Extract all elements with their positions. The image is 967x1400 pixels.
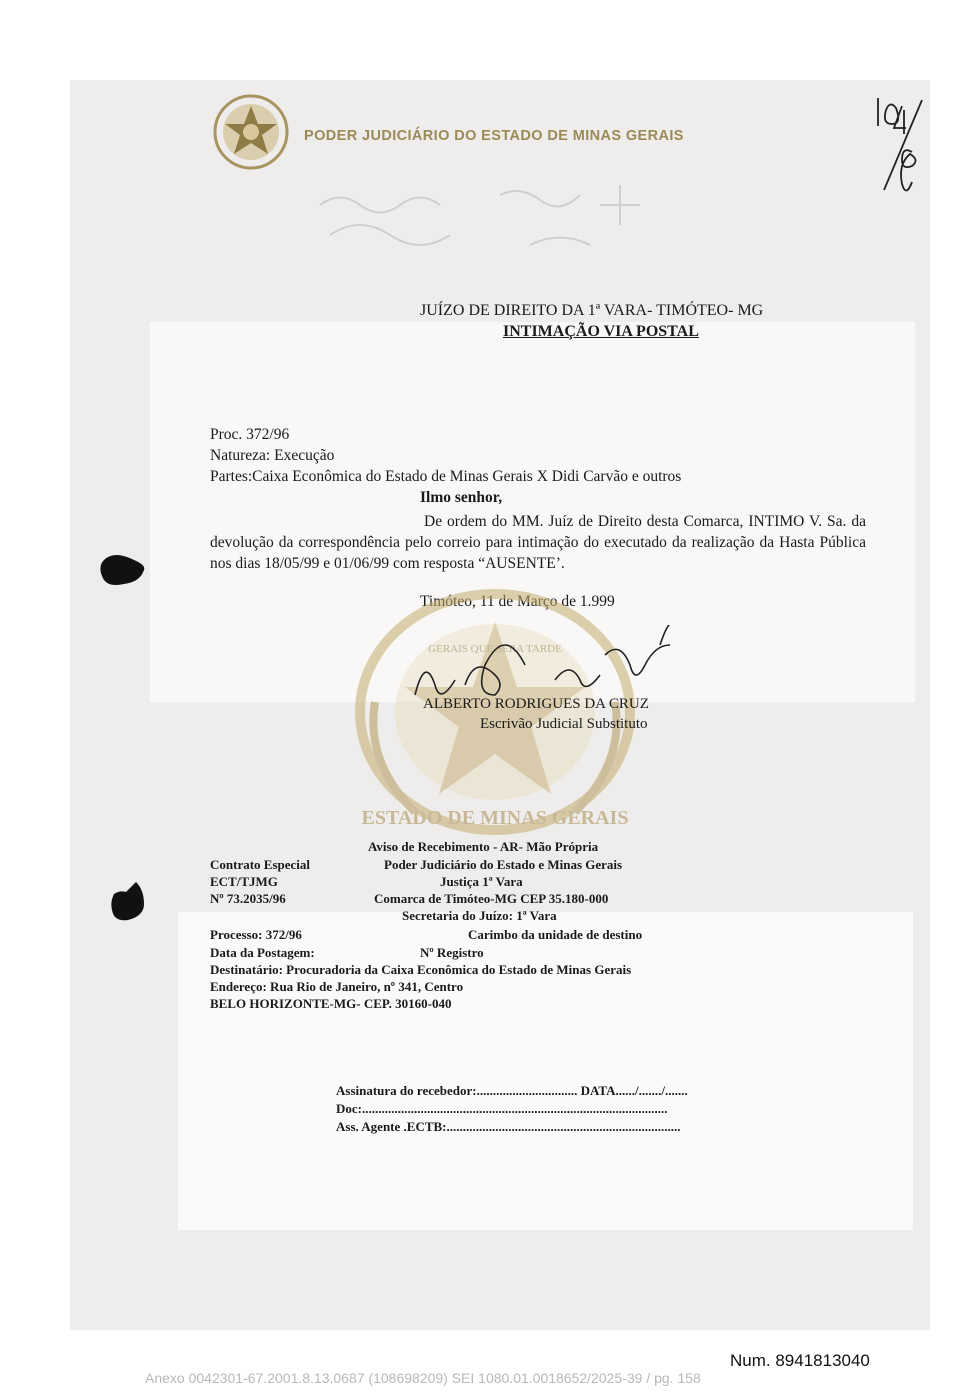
seal-ring-bottom: ESTADO DE MINAS GERAIS — [361, 807, 629, 829]
ar-stamp-label: Carimbo da unidade de destino — [468, 927, 643, 942]
ar-ect: ECT/TJMG — [210, 874, 278, 889]
ar-comarca: Comarca de Timóteo-MG CEP 35.180-000 — [374, 891, 609, 906]
place-date: Timóteo, 11 de Março de 1.999 — [420, 593, 615, 610]
ar-recipient: Destinatário: Procuradoria da Caixa Econômica do Estado de Minas Gerais — [210, 962, 632, 977]
ar-number: Nº 73.2035/96 — [210, 891, 286, 906]
agent-signature-line: Ass. Agente .ECTB:........................................................................ — [336, 1119, 681, 1134]
ar-posting-date: Data da Postagem: — [210, 945, 315, 960]
coat-of-arms-icon — [210, 92, 292, 172]
ar-org: Poder Judiciário do Estado e Minas Gerais — [384, 857, 623, 872]
ar-vara: Justiça 1ª Vara — [440, 874, 523, 889]
signer-role: Escrivão Judicial Substituto — [480, 716, 648, 732]
handwritten-folio — [872, 90, 932, 215]
court-header-title: PODER JUDICIÁRIO DO ESTADO DE MINAS GERAIS — [304, 128, 684, 144]
court-name: JUÍZO DE DIREITO DA 1ª VARA- TIMÓTEO- MG — [420, 302, 764, 319]
notice-body: Sa. da devolução da correspondência pelo correio para intimação do executado da realização da Hasta Pública nos dias 18/05/99 e 01/06/99 com resposta “AUSENTE’. — [210, 513, 867, 572]
proc-number: Proc. 372/96 — [210, 426, 290, 443]
ar-address: Endereço: Rua Rio de Janeiro, nº 341, Centro — [210, 979, 464, 994]
seal-ring-top: GERAIS QUE SERA TARDE — [428, 643, 562, 655]
ar-secretaria: Secretaria do Juízo: 1ª Vara — [402, 908, 557, 923]
ar-contract: Contrato Especial — [210, 857, 311, 872]
ar-processo: Processo: 372/96 — [210, 927, 302, 942]
annex-reference: Anexo 0042301-67.2001.8.13.0687 (108698209) SEI 1080.01.0018652/2025-39 / pg. 158 — [145, 1370, 701, 1386]
faded-handwriting — [300, 165, 720, 275]
salutation: Ilmo senhor, — [420, 489, 503, 506]
signer-name: ALBERTO RODRIGUES DA CRUZ — [423, 696, 649, 712]
ink-blot-2 — [108, 880, 150, 924]
case-parties: Partes:Caixa Econômica do Estado de Minas Gerais X Didi Carvão e outros — [210, 468, 682, 485]
ar-registry: Nº Registro — [420, 945, 484, 960]
ar-city: BELO HORIZONTE-MG- CEP. 30160-040 — [210, 996, 452, 1011]
document-number: Num. 8941813040 — [730, 1351, 870, 1370]
notice-paragraph — [210, 511, 866, 574]
receiver-signature-line: Assinatura do recebedor:............................... DATA....../......./....... — [336, 1083, 688, 1098]
ink-blot — [100, 550, 150, 590]
notice-first-line: De ordem do MM. Juíz de Direito desta Comarca, INTIMO V. — [424, 513, 823, 530]
case-nature: Natureza: Execução — [210, 447, 335, 464]
document-title: INTIMAÇÃO VIA POSTAL — [503, 323, 699, 340]
doc-line: Doc:.............................................................................................. — [336, 1101, 668, 1116]
ar-title: Aviso de Recebimento - AR- Mão Própria — [368, 839, 599, 854]
